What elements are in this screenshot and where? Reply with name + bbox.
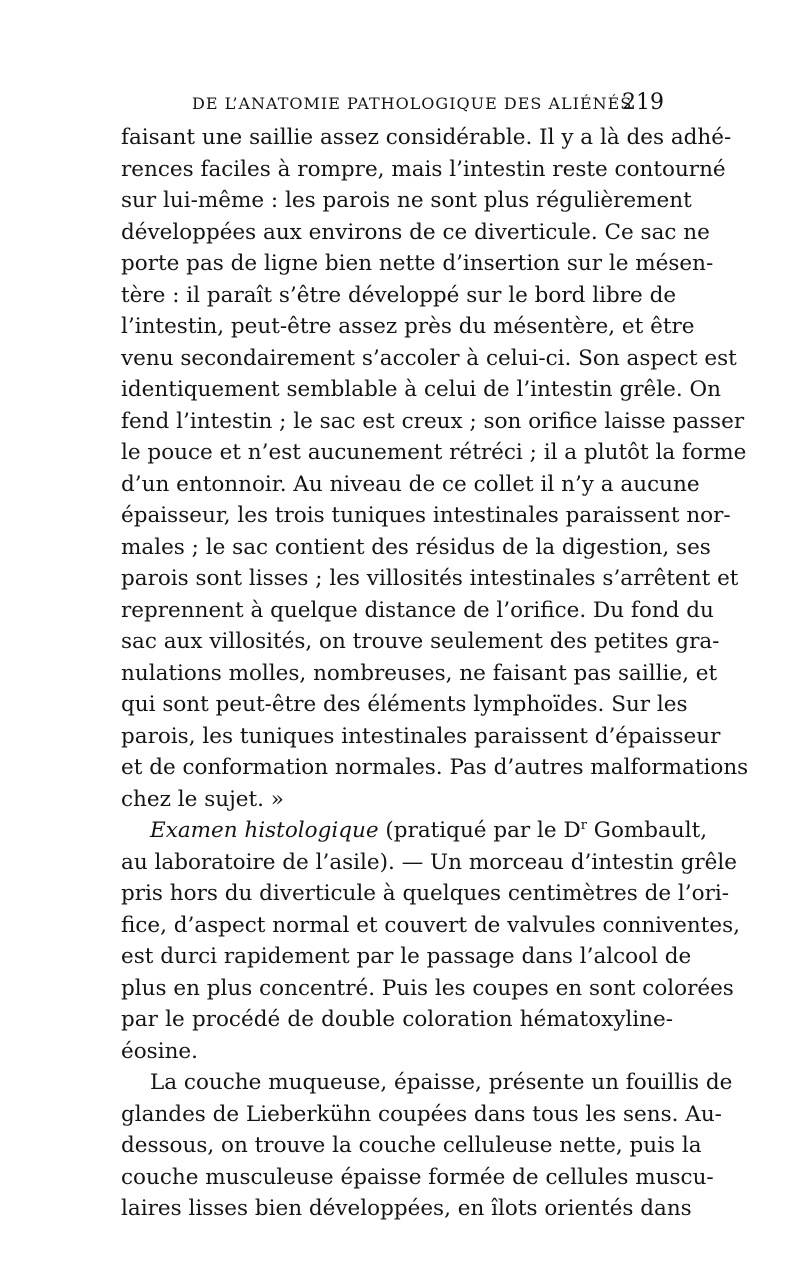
text-line: nulations molles, nombreuses, ne faisant pas saillie, et (121, 661, 718, 686)
text-line: dessous, on trouve la couche celluleuse nette, puis la (121, 1133, 702, 1158)
text-line: rences faciles à rompre, mais l’intestin reste contourné (121, 157, 726, 182)
histology-heading: Examen histologique (150, 818, 379, 843)
text-line: au laboratoire de l’asile). — Un morceau d’intestin grêle (121, 850, 737, 875)
text-line: faisant une saillie assez considérable. Il y a là des adhé- (121, 125, 732, 150)
text-line: chez le sujet. » (121, 787, 284, 812)
text-line: couche musculeuse épaisse formée de cellules muscu- (121, 1165, 714, 1190)
text-line: épaisseur, les trois tuniques intestinales paraissent nor- (121, 503, 731, 528)
text-line: males ; le sac contient des résidus de la digestion, ses (121, 535, 711, 560)
text-line: et de conformation normales. Pas d’autres malformations (121, 755, 749, 780)
text-line: pris hors du diverticule à quelques centimètres de l’ori- (121, 881, 729, 906)
text-line: développées aux environs de ce diverticule. Ce sac ne (121, 220, 710, 245)
text-line: laires lisses bien développées, en îlots orientés dans (121, 1196, 692, 1221)
text-line: glandes de Lieberkühn coupées dans tous les sens. Au- (121, 1102, 722, 1127)
text-line: parois sont lisses ; les villosités intestinales s’arrêtent et (121, 566, 739, 591)
text-line: sac aux villosités, on trouve seulement des petites gra- (121, 629, 720, 654)
running-head: DE L’ANATOMIE PATHOLOGIQUE DES ALIÉNÉS (192, 94, 633, 113)
text-line: par le procédé de double coloration hématoxyline- (121, 1007, 673, 1032)
text-line: venu secondairement s’accoler à celui-ci. Son aspect est (121, 346, 737, 371)
text-line: parois, les tuniques intestinales paraissent d’épaisseur (121, 724, 721, 749)
superscript: r (580, 817, 587, 833)
text-line: qui sont peut-être des éléments lymphoïdes. Sur les (121, 692, 688, 717)
text-line: identiquement semblable à celui de l’intestin grêle. On (121, 377, 721, 402)
text-line: tère : il paraît s’être développé sur le bord libre de (121, 283, 677, 308)
text-line: l’intestin, peut-être assez près du mésentère, et être (121, 314, 695, 339)
text-line: éosine. (121, 1039, 198, 1064)
text-line: le pouce et n’est aucunement rétréci ; il a plutôt la forme (121, 440, 747, 465)
text-line: fice, d’aspect normal et couvert de valvules conniventes, (121, 913, 740, 938)
histology-first-line (150, 816, 708, 846)
text-line: fend l’intestin ; le sac est creux ; son orifice laisse passer (121, 409, 745, 434)
text-line: plus en plus concentré. Puis les coupes en sont colorées (121, 976, 734, 1001)
text-line: d’un entonnoir. Au niveau de ce collet il n’y a aucune (121, 472, 700, 497)
text-line: porte pas de ligne bien nette d’insertion sur le mésen- (121, 251, 714, 276)
text-span: Gombault, (593, 818, 708, 843)
text-line: est durci rapidement par le passage dans l’alcool de (121, 944, 692, 969)
text-line: sur lui-même : les parois ne sont plus régulièrement (121, 188, 692, 213)
text-line: reprennent à quelque distance de l’orifice. Du fond du (121, 598, 714, 623)
page-number: 219 (622, 90, 664, 115)
text-line: La couche muqueuse, épaisse, présente un fouillis de (150, 1070, 733, 1095)
text-span: (pratiqué par le D (385, 818, 581, 843)
